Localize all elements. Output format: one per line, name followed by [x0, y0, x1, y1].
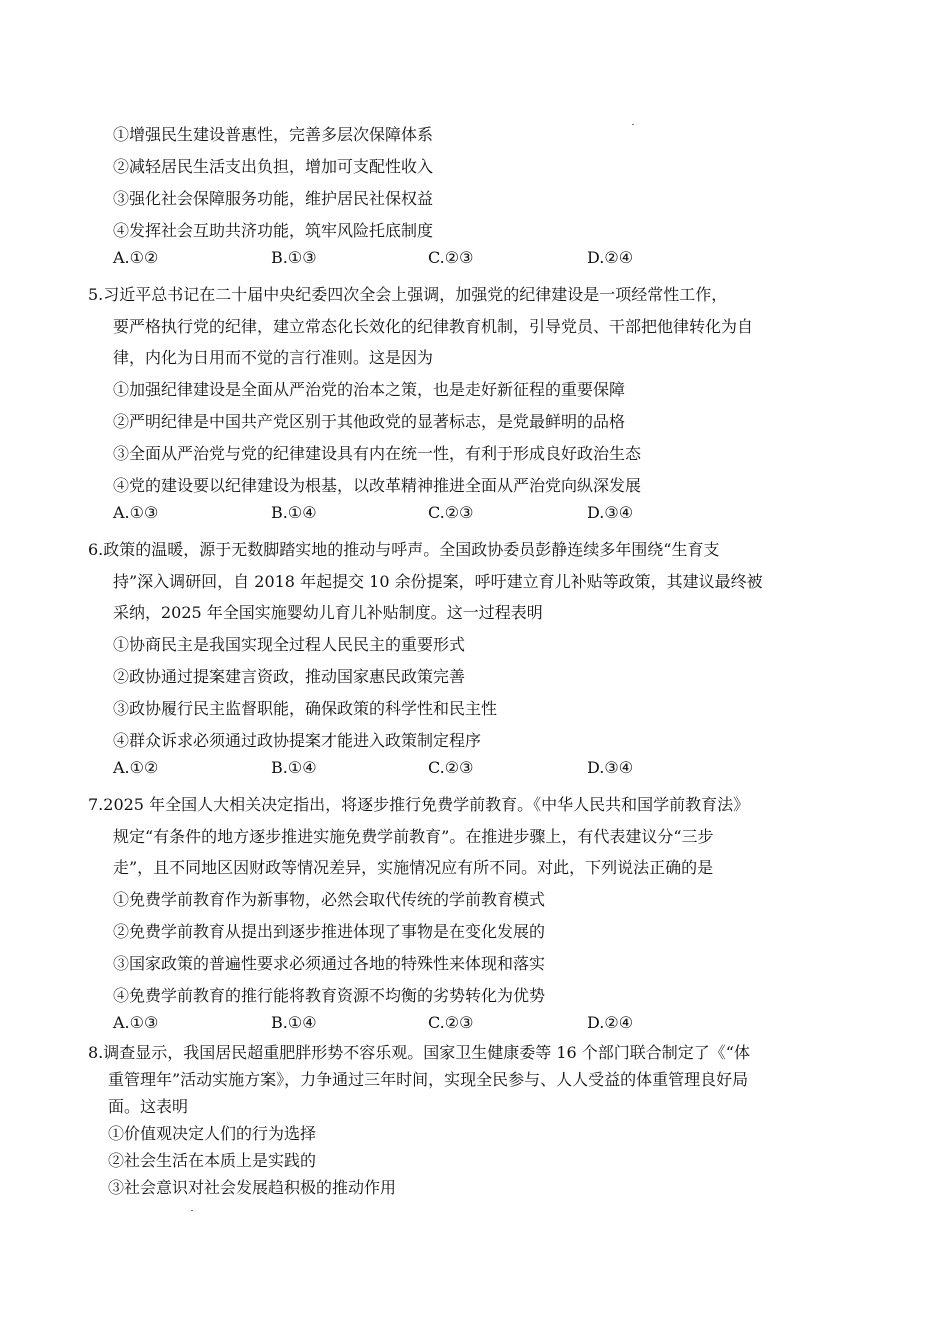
- q4-option-b: B.①③: [271, 248, 317, 267]
- q5-stem-line-2: 要严格执行党的纪律，建立常态化长效化的纪律教育机制，引导党员、干部把他律转化为自: [113, 317, 754, 336]
- q4-item-2: ②减轻居民生活支出负担，增加可支配性收入: [113, 157, 434, 176]
- q6-item-2: ②政协通过提案建言资政，推动国家惠民政策完善: [113, 667, 466, 686]
- q4-option-a: A.①②: [113, 248, 159, 267]
- q4-item-3: ③强化社会保障服务功能，维护居民社保权益: [113, 189, 434, 208]
- q6-item-4: ④群众诉求必须通过政协提案才能进入政策制定程序: [113, 731, 482, 750]
- q4-item-1: ①增强民生建设普惠性，完善多层次保障体系: [113, 125, 434, 144]
- q8-stem-line-1: 8.调查显示，我国居民超重肥胖形势不容乐观。国家卫生健康委等 16 个部门联合制定了《“体: [88, 1043, 750, 1062]
- q6-option-b: B.①④: [271, 758, 317, 777]
- q5-option-d: D.③④: [587, 503, 634, 522]
- q8-item-2: ②社会生活在本质上是实践的: [108, 1151, 317, 1170]
- q7-item-3: ③国家政策的普遍性要求必须通过各地的特殊性来体现和落实: [113, 954, 546, 973]
- q6-stem-line-2: 持”深入调研回，自 2018 年起提交 10 余份提案，呼吁建立育儿补贴等政策，其建议最终被: [113, 572, 763, 591]
- q6-option-a: A.①②: [113, 758, 159, 777]
- q7-stem-line-1: 7.2025 年全国人大相关决定指出，将逐步推行免费学前教育。《中华人民共和国学前教育法》: [88, 795, 750, 814]
- q6-stem-line-3: 采纳，2025 年全国实施婴幼儿育儿补贴制度。这一过程表明: [113, 603, 543, 622]
- q8-item-1: ①价值观决定人们的行为选择: [108, 1124, 317, 1143]
- scan-speck: [632, 124, 634, 125]
- q5-item-4: ④党的建设要以纪律建设为根基，以改革精神推进全面从严治党向纵深发展: [113, 476, 642, 495]
- q8-stem-line-2: 重管理年”活动实施方案》，力争通过三年时间，实现全民参与、人人受益的体重管理良好局: [108, 1070, 749, 1089]
- q7-stem-line-3: 走”，且不同地区因财政等情况差异，实施情况应有所不同。对此，下列说法正确的是: [113, 858, 714, 877]
- q7-option-d: D.②④: [587, 1013, 634, 1032]
- q7-item-1: ①免费学前教育作为新事物，必然会取代传统的学前教育模式: [113, 890, 546, 909]
- q5-stem-line-1: 5.习近平总书记在二十届中央纪委四次全会上强调，加强党的纪律建设是一项经常性工作，: [88, 285, 728, 304]
- q4-option-c: C.②③: [428, 248, 474, 267]
- q7-item-4: ④免费学前教育的推行能将教育资源不均衡的劣势转化为优势: [113, 986, 546, 1005]
- q5-option-c: C.②③: [428, 503, 474, 522]
- q5-option-a: A.①③: [113, 503, 159, 522]
- q6-option-d: D.③④: [587, 758, 634, 777]
- q6-item-1: ①协商民主是我国实现全过程人民民主的重要形式: [113, 635, 466, 654]
- scan-speck: [191, 1210, 193, 1211]
- q7-option-b: B.①④: [271, 1013, 317, 1032]
- q6-option-c: C.②③: [428, 758, 474, 777]
- q7-option-c: C.②③: [428, 1013, 474, 1032]
- q6-item-3: ③政协履行民主监督职能，确保政策的科学性和民主性: [113, 699, 498, 718]
- q5-item-1: ①加强纪律建设是全面从严治党的治本之策，也是走好新征程的重要保障: [113, 380, 626, 399]
- q7-stem-line-2: 规定“有条件的地方逐步推进实施免费学前教育”。在推进步骤上，有代表建议分“三步: [113, 827, 714, 846]
- q8-item-3: ③社会意识对社会发展趋积极的推动作用: [108, 1178, 397, 1197]
- q6-stem-line-1: 6.政策的温暖，源于无数脚踏实地的推动与呼声。全国政协委员彭静连续多年围绕“生育支: [88, 540, 720, 559]
- q7-option-a: A.①③: [113, 1013, 159, 1032]
- q8-stem-line-3: 面。这表明: [108, 1097, 189, 1116]
- q5-item-3: ③全面从严治党与党的纪律建设具有内在统一性，有利于形成良好政治生态: [113, 444, 642, 463]
- q5-stem-line-3: 律，内化为日用而不觉的言行准则。这是因为: [113, 348, 434, 367]
- q5-item-2: ②严明纪律是中国共产党区别于其他政党的显著标志，是党最鲜明的品格: [113, 412, 626, 431]
- q4-item-4: ④发挥社会互助共济功能，筑牢风险托底制度: [113, 221, 434, 240]
- q7-item-2: ②免费学前教育从提出到逐步推进体现了事物是在变化发展的: [113, 922, 546, 941]
- q4-option-d: D.②④: [587, 248, 634, 267]
- q5-option-b: B.①④: [271, 503, 317, 522]
